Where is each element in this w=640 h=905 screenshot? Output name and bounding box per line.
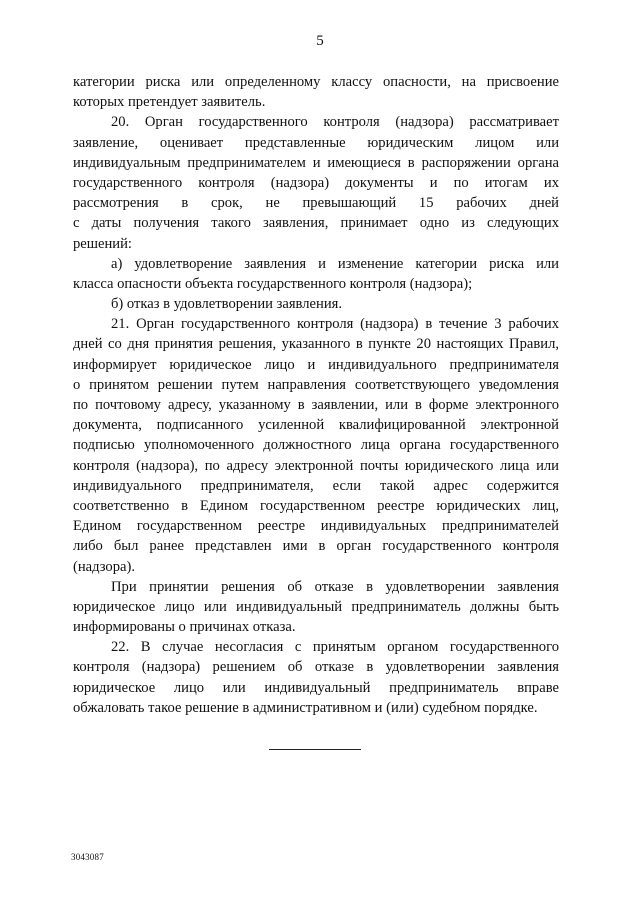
text-line: либо был ранее представлен ими в орган государственного контроля bbox=[73, 538, 559, 555]
text-line: контроля (надзора) решением об отказе в удовлетворении заявления bbox=[73, 659, 559, 676]
text-line: б) отказ в удовлетворении заявления. bbox=[111, 296, 342, 313]
text-line: рассмотрения в срок, не превышающий 15 рабочих дней bbox=[73, 195, 559, 212]
text-line: по почтовому адресу, указанному в заявлении, или в форме электронного bbox=[73, 397, 559, 413]
text-line: подписью уполномоченного должностного лица органа государственного bbox=[73, 437, 559, 454]
end-separator-line bbox=[269, 749, 361, 750]
text-line: дней со дня принятия решения, указанного в пункте 20 настоящих Правил, bbox=[73, 336, 559, 353]
text-line: 20. Орган государственного контроля (надзора) рассматривает bbox=[111, 114, 559, 131]
document-body bbox=[73, 72, 559, 718]
text-line: (надзора). bbox=[73, 558, 136, 575]
text-line: информированы о причинах отказа. bbox=[73, 619, 296, 636]
text-line: информирует юридическое лицо и индивидуального предпринимателя bbox=[73, 356, 559, 373]
text-line: юридическое лицо или индивидуальный предприниматель должны быть bbox=[73, 598, 559, 615]
text-line: юридическое лицо или индивидуальный предприниматель вправе bbox=[73, 679, 559, 696]
text-line: которых претендует заявитель. bbox=[73, 94, 266, 111]
text-line: заявление, оценивает представленные юридическим лицом или bbox=[73, 134, 559, 151]
text-line: категории риска или определенному классу опасности, на присвоение bbox=[73, 74, 559, 90]
text-line: решений: bbox=[73, 235, 132, 252]
text-line: о принятом решении путем направления соответствующего уведомления bbox=[73, 376, 559, 393]
text-line: а) удовлетворение заявления и изменение категории риска или bbox=[111, 255, 559, 272]
text-line: с даты получения такого заявления, принимает одно из следующих bbox=[73, 215, 559, 232]
text-line: соответственно в Едином государственном реестре юридических лиц, bbox=[73, 497, 559, 514]
text-line: индивидуального предпринимателя, если такой адрес содержится bbox=[73, 477, 559, 494]
text-line: документа, подписанного усиленной квалифицированной электронной bbox=[73, 417, 559, 434]
text-line: государственного контроля (надзора) документы и по итогам их bbox=[73, 174, 559, 191]
text-line: 21. Орган государственного контроля (надзора) в течение 3 рабочих bbox=[111, 316, 559, 333]
text-line: класса опасности объекта государственного контроля (надзора); bbox=[73, 275, 473, 292]
text-line: 22. В случае несогласия с принятым органом государственного bbox=[111, 639, 559, 656]
page-number: 5 bbox=[316, 33, 324, 49]
document-code: 3043087 bbox=[71, 852, 104, 862]
text-line: Едином государственном реестре индивидуальных предпринимателей bbox=[73, 518, 559, 535]
text-line: обжаловать такое решение в административном и (или) судебном порядке. bbox=[73, 699, 538, 716]
text-line: индивидуальным предпринимателем и имеющиеся в распоряжении органа bbox=[73, 154, 559, 171]
text-line: При принятии решения об отказе в удовлетворении заявления bbox=[111, 578, 559, 595]
text-line: контроля (надзора), по адресу электронной почты юридического лица или bbox=[73, 457, 559, 474]
